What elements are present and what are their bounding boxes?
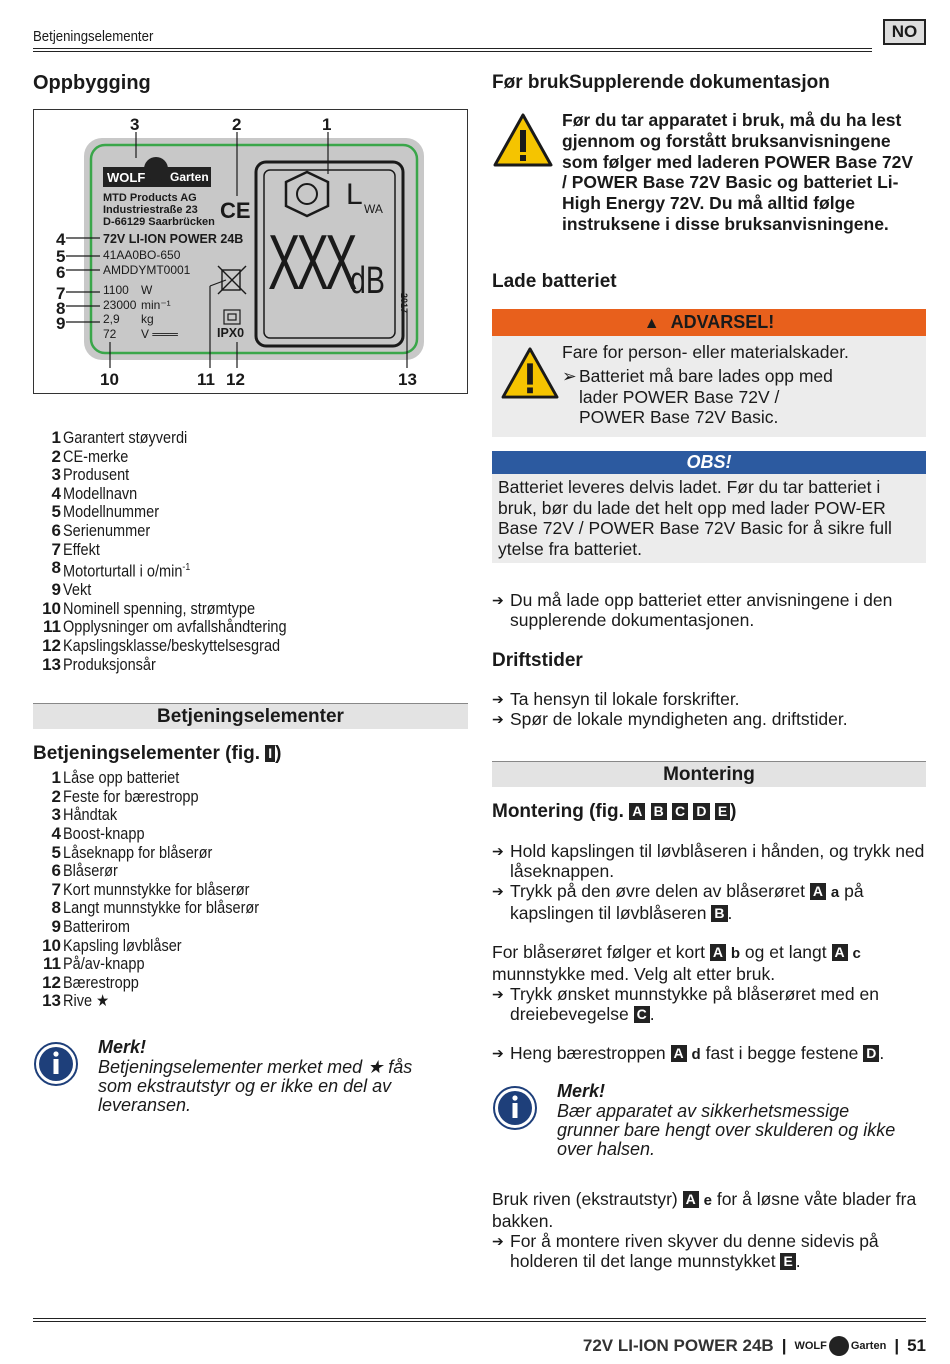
callout-8: 8 (56, 299, 66, 318)
item-number: 8 (51, 558, 61, 578)
callout-13: 13 (398, 370, 417, 389)
footer-logo: WOLF Garten (794, 1336, 886, 1356)
obs-bar: OBS! (492, 451, 926, 474)
callout-1: 1 (322, 115, 332, 134)
item-number: 1 (51, 428, 61, 447)
label-model: 72V LI-ION POWER 24B (103, 232, 244, 246)
warning-bar-icon: ▲ (643, 314, 660, 332)
rating-label-svg (34, 110, 466, 392)
controls-title: Betjeningselementer (fig. I ) (33, 743, 282, 765)
list-item (33, 974, 468, 993)
item-text: Modellnummer (63, 503, 160, 522)
item-text: På/av-knapp (63, 955, 145, 974)
manufacturer-block: MTD Products AG Industriestraße 23 D-66129 Saarbrücken (103, 192, 215, 228)
list-item (33, 881, 468, 900)
fig-ref-b: B (651, 803, 667, 820)
fig-ref-c: C (672, 803, 688, 820)
brand-garten: Garten (170, 170, 209, 184)
warning-text: Fare for person- eller materialskader. (562, 341, 849, 362)
right-column (492, 70, 926, 1271)
list-item (33, 600, 468, 619)
list-item (33, 466, 468, 485)
item-text: Boost-knapp (63, 825, 145, 843)
item-number: 5 (51, 842, 61, 862)
list-item (33, 448, 468, 467)
arrow-right-icon: ➔ (492, 842, 504, 859)
item-text: Låseknapp for blåserør (63, 843, 213, 862)
note-left (33, 1036, 468, 1115)
item-text: Serienummer (63, 521, 151, 540)
oppbygging-title: Oppbygging (33, 72, 151, 94)
wolf-head-icon (829, 1336, 849, 1356)
item-number: 5 (51, 502, 61, 522)
language-badge: NO (883, 19, 926, 45)
note-text-line-1: Betjeningselementer merket med ★ fås (98, 1056, 413, 1077)
info-icon (33, 1041, 79, 1087)
montering-step-3: ➔ Trykk ønsket munnstykke på blåserøret med en dreiebevegelse C . (492, 983, 879, 1024)
list-item (33, 844, 468, 863)
item-text: Motorturtall i $o/\min^{-1}$ (63, 562, 191, 581)
item-text: Langt munnstykke for blåserør (63, 899, 260, 918)
item-number: 1 (51, 768, 61, 788)
item-text: Produsent (63, 466, 130, 485)
item-text: Bærestropp (63, 973, 139, 992)
item-number: 12 (42, 636, 61, 656)
footer-product: 72V LI-ION POWER 24B (582, 1336, 774, 1355)
fig-ref-a: A (629, 803, 645, 820)
fig-ref-e: E (715, 803, 730, 820)
item-number: 2 (51, 446, 61, 466)
arrow-right-icon: ➔ (492, 985, 504, 1002)
brand-wolf: WOLF (107, 170, 146, 185)
arrow-right-icon: ➔ (492, 710, 504, 727)
item-number: 3 (51, 805, 61, 825)
rating-label-figure (33, 109, 468, 394)
drift-steps (492, 689, 926, 729)
item-text: Nominell spenning, strømtype (63, 599, 256, 618)
item-text: Vekt (63, 581, 92, 600)
list-item (33, 429, 468, 448)
label-specs: 1100 W 23000 min⁻¹ 2,9 kg 72 V ═══ (103, 283, 178, 341)
item-number: 11 (43, 954, 61, 974)
item-text: Kapsling løvblåser (63, 936, 182, 955)
lwa-l: L (346, 178, 363, 211)
list-item (33, 825, 468, 844)
callout-3: 3 (130, 115, 140, 134)
before-use-block (492, 110, 926, 235)
item-number: 10 (42, 935, 61, 955)
item-text: Blåserør (63, 862, 118, 881)
note-text-line-2: som ekstrautstyr og er ikke en del av (98, 1075, 392, 1096)
item-number: 13 (42, 654, 61, 674)
note-title: Merk! (557, 1080, 606, 1101)
drift-title: Driftstider (492, 649, 583, 671)
callout-7: 7 (56, 284, 66, 303)
item-text: CE-merke (63, 447, 129, 466)
item-number: 6 (51, 861, 61, 881)
section-bar-montering: Montering (492, 761, 926, 787)
label-model-no: 41AA0BO-650 (103, 248, 181, 262)
arrow-right-icon: ➔ (492, 1232, 504, 1249)
list-item (33, 637, 468, 656)
drift-step: ➔ Spør de lokale myndigheten ang. driftstider. (492, 708, 848, 729)
wolf-head-icon (144, 157, 168, 181)
ipx-rating: IPX0 (217, 326, 245, 340)
item-text: Effekt (63, 540, 100, 559)
callout-10: 10 (100, 370, 119, 389)
item-number: 4 (51, 483, 61, 503)
note-title: Merk! (98, 1036, 147, 1057)
item-number: 7 (51, 879, 61, 899)
header-rule-2 (33, 51, 872, 52)
list-item (33, 541, 468, 560)
list-item (33, 503, 468, 522)
item-text: Feste for bærestropp (63, 787, 199, 806)
fig-ref-d: D (693, 803, 709, 820)
lwa-sub: WA (364, 202, 383, 216)
item-number: 12 (42, 972, 61, 992)
obs-text: Batteriet leveres delvis ladet. Før du tar batteriet i bruk, bør du lade det helt opp med lader POW-ER Base 72V / POWER Base 72V Basic for å sikre full ytelse fra batteriet. (492, 474, 926, 563)
item-text: Opplysninger om avfallshåndtering (63, 618, 287, 637)
page-number: 51 (907, 1336, 926, 1355)
obs-panel (492, 451, 926, 563)
warning-body (492, 336, 926, 437)
item-text: Produksjonsår (63, 655, 156, 674)
item-number: 3 (51, 465, 61, 485)
montering-step-2: ➔ Trykk på den øvre delen av blåserøret A a på kapslingen til løvblåseren B . (492, 880, 864, 923)
montering-step-1: ➔ Hold kapslingen til løvblåseren i hånden, og trykk ned låseknappen. (492, 840, 925, 881)
footer-rule-2 (33, 1321, 926, 1322)
note-right (492, 1080, 926, 1159)
header-rule (33, 48, 872, 49)
item-number: 4 (51, 824, 61, 843)
warning-panel (492, 309, 926, 437)
montering-para-1: For blåserøret følger et kort A b og et langt A c munnstykke med. Velg alt etter bruk. (492, 941, 861, 984)
drift-step: ➔ Ta hensyn til lokale forskrifter. (492, 688, 740, 709)
db-unit: dB (350, 260, 385, 302)
fig-ref-i: I (265, 745, 275, 762)
list-item (33, 618, 468, 637)
item-text: Rive ★ (63, 992, 110, 1011)
section-bar-controls: Betjeningselementer (33, 703, 468, 729)
list-item (33, 485, 468, 504)
item-number: 9 (51, 916, 61, 936)
item-number: 13 (42, 991, 61, 1011)
callout-11: 11 (197, 370, 215, 389)
callout-9: 9 (56, 314, 66, 333)
warning-bar: ▲ ADVARSEL! (492, 309, 926, 336)
list-item (33, 656, 468, 675)
warning-triangle-icon (500, 346, 560, 400)
item-number: 2 (51, 786, 61, 806)
footer-divider: | (781, 1336, 787, 1355)
info-icon (492, 1085, 538, 1131)
rake-para: Bruk riven (ekstrautstyr) A e for å løsne våte blader fra bakken. (492, 1188, 917, 1231)
chevron-right-icon: ➢ (562, 366, 577, 387)
list-item (33, 937, 468, 956)
left-column (33, 70, 468, 1115)
warning-triangle-icon (492, 112, 554, 168)
arrow-right-icon: ➔ (492, 591, 504, 608)
arrow-right-icon: ➔ (492, 882, 504, 899)
list-item (33, 581, 468, 600)
list-item (33, 899, 468, 918)
item-number: 9 (51, 580, 61, 600)
list-item (33, 918, 468, 937)
list-item (33, 522, 468, 541)
footer-divider: | (894, 1336, 900, 1355)
before-use-title: Før brukSupplerende dokumentasjon (492, 72, 830, 93)
item-text: Låse opp batteriet (63, 769, 180, 788)
item-text: Kapslingsklasse/beskyttelsesgrad (63, 637, 281, 656)
item-number: 10 (42, 598, 61, 618)
montering-title: Montering (fig. A B C D E ) (492, 800, 737, 822)
db-value: XXX (268, 218, 354, 306)
callout-6: 6 (56, 263, 66, 282)
callout-5: 5 (56, 247, 66, 266)
item-number: 11 (43, 617, 61, 637)
list-item (33, 806, 468, 825)
item-text: Modellnavn (63, 484, 138, 503)
item-text: Garantert støyverdi (63, 429, 188, 447)
label-legend (33, 429, 468, 674)
item-text: Batterirom (63, 917, 130, 936)
list-item (33, 862, 468, 881)
callout-12: 12 (226, 370, 245, 389)
list-item (33, 559, 468, 581)
list-item (33, 788, 468, 807)
item-text: Håndtak (63, 806, 118, 825)
list-item (33, 955, 468, 974)
note-text: Bær apparatet av sikkerhetsmessige grunner bare hengt over skulderen og ikke over halsen. (557, 1100, 896, 1159)
note-text-line-3: leveransen. (98, 1094, 192, 1115)
rake-step: ➔ For å montere riven skyver du denne sidevis på holderen til det lange munnstykket E . (492, 1230, 879, 1271)
charge-title: Lade batteriet (492, 270, 617, 292)
production-year: 2017 (399, 292, 410, 314)
running-header: Betjeningselementer (33, 28, 154, 45)
list-item (33, 992, 468, 1011)
controls-list (33, 769, 468, 1011)
callout-4: 4 (56, 230, 66, 249)
label-serial: AMDDYMT0001 (103, 263, 191, 277)
footer-rule (33, 1318, 926, 1319)
list-item (33, 769, 468, 788)
arrow-right-icon: ➔ (492, 1044, 504, 1061)
arrow-right-icon: ➔ (492, 690, 504, 707)
callout-2: 2 (232, 115, 242, 134)
charge-step: ➔ Du må lade opp batteriet etter anvisningene i den supplerende dokumentasjonen. (492, 589, 893, 630)
ce-mark: CE (220, 198, 251, 223)
item-number: 6 (51, 520, 61, 540)
item-number: 8 (51, 898, 61, 918)
footer (583, 1336, 926, 1356)
before-use-text: Før du tar apparatet i bruk, må du ha lest gjennom og forstått bruksanvisningene som følger med laderen POWER Base 72V / POWER Base 72V Basic og batteriet Li-High Energy 72V. Du må alltid følge instruksene i disse bruksanvisningene. (562, 110, 914, 234)
montering-step-4: ➔ Heng bærestroppen A d fast i begge festene D . (492, 1042, 885, 1063)
warning-bullet: Batteriet må bare lades opp med lader POWER Base 72V / POWER Base 72V Basic. (579, 366, 833, 428)
item-number: 7 (51, 539, 61, 559)
item-text: Kort munnstykke for blåserør (63, 880, 250, 899)
